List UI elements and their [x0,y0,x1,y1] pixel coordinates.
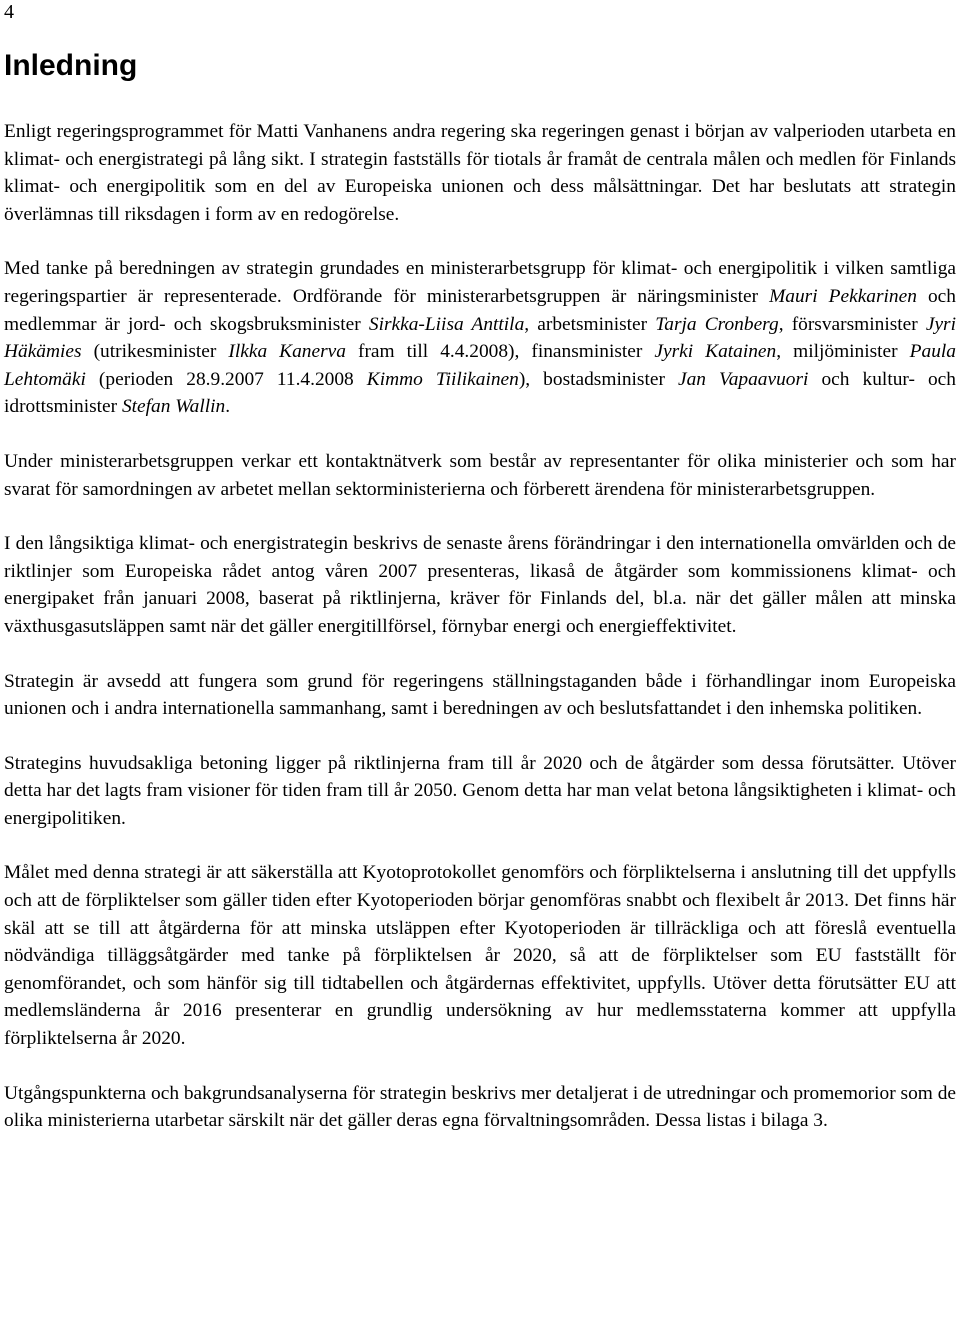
text-segment: Målet med denna strategi är att säkerställa att Kyotoprotokollet genomförs och förpliktelserna i anslutning till det uppfylls och att de förpliktelser som gäller tiden efter Kyotoperioden börjar genomföras snabbt och flexibelt år 2013. Det finns här skäl att se till att åtgärderna för att minska utsläppen efter Kyotoperioden är tillräckliga och att föreslå eventuella nödvändiga tilläggsåtgärder med tanke på förpliktelsen år 2020, så att de förpliktelser som EU fastställt för genomförandet, och som hänför sig till tidtabellen och åtgärdernas effektivitet, uppfylls. Utöver detta förutsätter EU att medlemsländerna år 2016 presenterar en grundlig undersökning av hur medlemsstaterna kommer att uppfylla förpliktelserna år 2020. [4,862,956,1050]
person-name: Jyrki Katainen [654,341,777,363]
paragraph [4,1080,956,1135]
text-segment: (perioden 28.9.2007 11.4.2008 [85,368,367,390]
text-segment: . [225,396,231,418]
person-name: Jyri Häkämies [4,313,956,363]
text-segment: Strategins huvudsakliga betoning ligger på riktlinjerna fram till år 2020 och de åtgärder som dessa förutsätter. Utöver detta har det lagts fram visioner för tiden fram till år 2050. Genom detta har man velat betona långsiktigheten i klimat- och energipolitiken. [4,752,956,829]
body-text [4,118,956,1162]
text-segment: , försvarsminister [778,313,926,335]
paragraph [4,668,956,723]
page-number: 4 [4,1,14,23]
section-heading: Inledning [4,49,138,82]
person-name: Kimmo Tiilikainen [366,368,519,390]
person-name: Paula Lehtomäki [4,341,956,390]
text-segment: (utrikesminister [81,341,229,363]
person-name: Sirkka-Liisa Anttila [368,313,525,335]
paragraph [4,255,956,421]
text-segment: Enligt regeringsprogrammet för Matti Vanhanens andra regering ska regeringen genast i början av valperioden utarbeta en klimat- och energistrategi på lång sikt. I strategin fastställs för tiotals år framåt de centrala målen och medlen för Finlands klimat- och energipolitik som en del av Europeiska unionen och dess målsättningar. Det har beslutats att strategin överlämnas till riksdagen i form av en redogörelse. [4,121,956,225]
paragraph [4,859,956,1052]
text-segment: ), bostadsminister [518,368,678,390]
text-segment: Utgångspunkterna och bakgrundsanalyserna för strategin beskrivs mer detaljerat i de utredningar och promemorior som de olika ministerierna utarbetar särskilt när det gäller deras egna förvaltningsområden. Dessa listas i bilaga 3. [4,1082,956,1132]
text-segment: Strategin är avsedd att fungera som grund för regeringens ställningstaganden både i förhandlingar inom Europeiska unionen och i andra internationella sammanhang, samt i beredningen av och beslutsfattandet i den inhemska politiken. [4,670,956,720]
paragraph [4,750,956,833]
paragraph [4,530,956,640]
person-name: Jan Vapaavuori [677,368,809,390]
text-segment: , miljöminister [776,341,910,363]
text-segment: fram till 4.4.2008), finansminister [345,341,655,363]
text-segment: Under ministerarbetsgruppen verkar ett kontaktnätverk som består av representanter för olika ministerier och som har svarat för samordningen av arbetet mellan sektorministerierna och förberett ärendena för ministerarbetsgruppen. [4,450,956,500]
paragraph [4,118,956,228]
text-segment: och kultur- och idrottsminister [4,368,956,418]
person-name: Stefan Wallin [121,396,226,418]
paragraph [4,448,956,503]
text-segment: , arbetsminister [524,313,656,335]
person-name: Ilkka Kanerva [228,341,346,363]
person-name: Tarja Cronberg [655,313,779,335]
text-segment: I den långsiktiga klimat- och energistrategin beskrivs de senaste årens förändringar i den internationella omvärlden och de riktlinjer som Europeiska rådet antog våren 2007 presenteras, likaså de åtgärder som kommissionens klimat- och energipaket från januari 2008, baserat på riktlinjerna, kräver för Finlands del, bl.a. när det gäller målen att minska växthusgasutsläppen samt när det gäller energitillförsel, förnybar energi och energieffektivitet. [4,533,956,637]
text-segment: och medlemmar är jord- och skogsbruksminister [4,285,956,335]
text-segment: Med tanke på beredningen av strategin grundades en ministerarbetsgrupp för klimat- och energipolitik i vilken samtliga regeringspartier är representerade. Ordförande för ministerarbetsgruppen är näringsminister [4,258,956,307]
person-name: Mauri Pekkarinen [769,285,917,307]
